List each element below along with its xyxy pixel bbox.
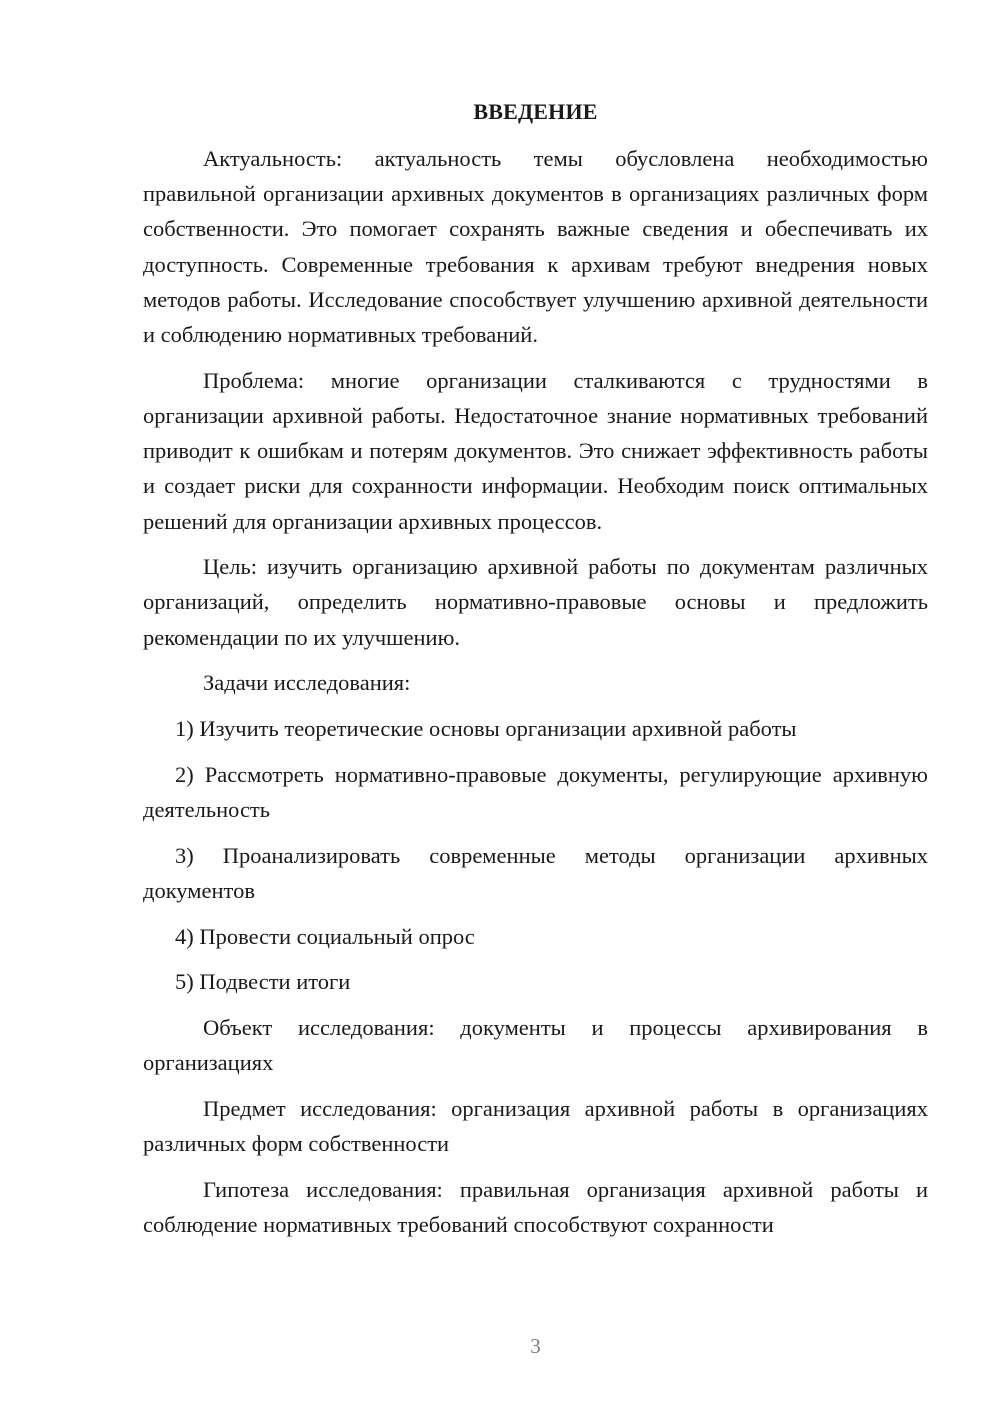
paragraph-object: Объект исследования: документы и процессы архивирования в организациях xyxy=(143,1014,928,1076)
paragraph-subject: Предмет исследования: организация архивной работы в организациях различных форм собственности xyxy=(143,1095,928,1157)
page-title: ВВЕДЕНИЕ xyxy=(473,99,598,124)
paragraph-hypothesis: Гипотеза исследования: правильная организация архивной работы и соблюдение нормативных требований способствуют сохранности xyxy=(143,1176,928,1237)
task-item-3: 3) Проанализировать современные методы организации архивных документов xyxy=(143,842,928,903)
task-item-5: 5) Подвести итоги xyxy=(175,969,351,995)
paragraph-tasks-heading: Задачи исследования: xyxy=(203,670,411,696)
document-body xyxy=(143,141,928,1242)
task-item-4: 4) Провести социальный опрос xyxy=(175,923,475,949)
document-page xyxy=(143,0,928,1414)
paragraph-relevance: Актуальность: актуальность темы обусловлена необходимостью правильной организации архивных документов в организациях различных форм собственности. Это помогает сохранять важные сведения и обеспечивать их доступность. Современные требования к архивам требуют внедрения новых методов работы. Исследование способствует улучшению архивной деятельности и соблюдению нормативных требований. xyxy=(143,146,928,348)
page-number: 3 xyxy=(530,1334,541,1358)
task-item-2: 2) Рассмотреть нормативно-правовые документы, регулирующие архивную деятельность xyxy=(143,761,928,822)
paragraph-goal: Цель: изучить организацию архивной работы по документам различных организаций, определить нормативно-правовые основы и предложить рекомендации по их улучшению. xyxy=(143,554,928,650)
paragraph-problem: Проблема: многие организации сталкиваются с трудностями в организации архивной работы. Недостаточное знание нормативных требований приводит к ошибкам и потерям документов. Это снижает эффективность работы и создает риски для сохранности информации. Необходим поиск оптимальных решений для организации архивных процессов. xyxy=(143,367,928,534)
task-item-1: 1) Изучить теоретические основы организации архивной работы xyxy=(175,716,797,742)
